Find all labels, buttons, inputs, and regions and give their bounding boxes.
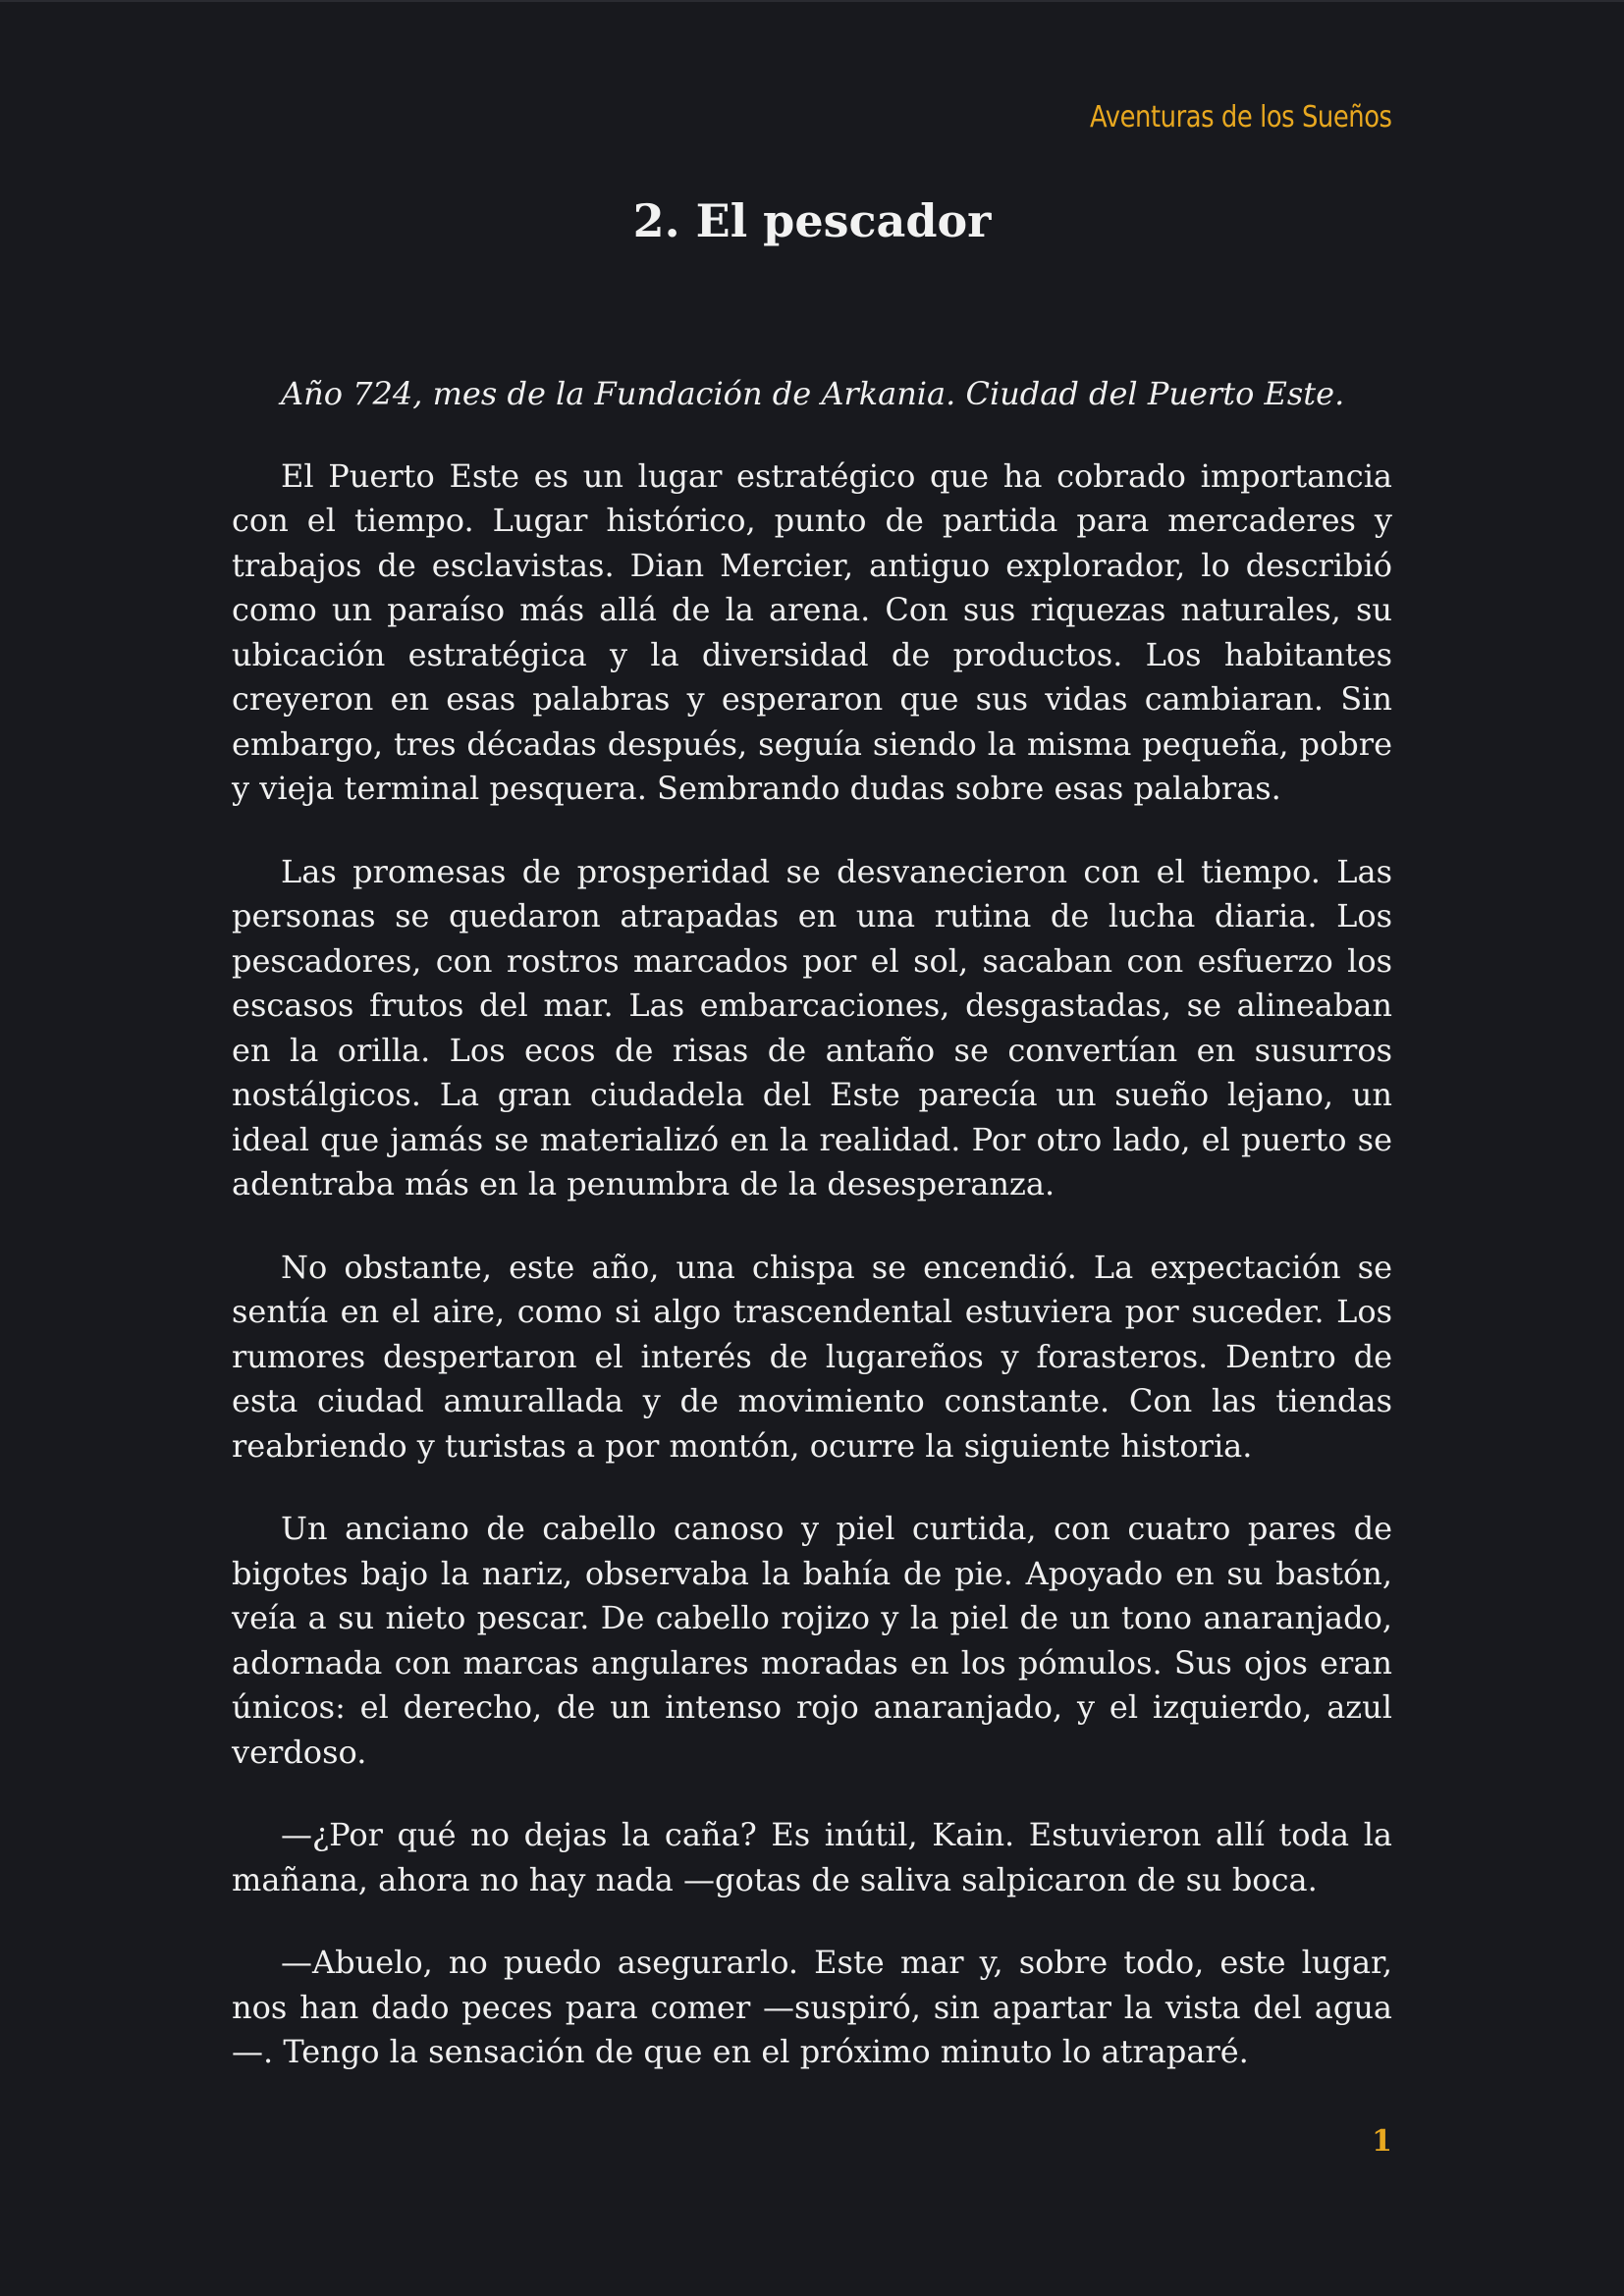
dateline: Año 724, mes de la Fundación de Arkania. Ciudad del Puerto Este. <box>281 375 1345 412</box>
paragraph: Las promesas de prosperidad se desvanecieron con el tiempo. Las personas se quedaron atrapadas en una rutina de lucha diaria. Los pescadores, con rostros marcados por el sol, sacaban con esfuerzo los escasos frutos del mar. Las embarcaciones, desgastadas, se alineaban en la orilla. Los ecos de risas de antaño se convertían en susurros nostálgicos. La gran ciudadela del Este parecía un sueño lejano, un ideal que jamás se materializó en la realidad. Por otro lado, el puerto se adentraba más en la penumbra de la desesperanza. <box>232 852 1392 1202</box>
chapter-body <box>232 372 1392 2113</box>
running-header: Aventuras de los Sueños <box>1090 100 1392 134</box>
paragraph: —Abuelo, no puedo asegurarlo. Este mar y, sobre todo, este lugar, nos han dado peces para comer —suspiró, sin apartar la vista del agua—. Tengo la sensación de que en el próximo minuto lo atraparé. <box>232 1944 1392 2070</box>
paragraph: El Puerto Este es un lugar estratégico que ha cobrado importancia con el tiempo. Lugar histórico, punto de partida para mercaderes y trabajos de esclavistas. Dian Mercier, antiguo explorador, lo describió como un paraíso más allá de la arena. Con sus riquezas naturales, su ubicación estratégica y la diversidad de productos. Los habitantes creyeron en esas palabras y esperaron que sus vidas cambiaran. Sin embargo, tres décadas después, seguía siendo la misma pequeña, pobre y vieja terminal pesquera. Sembrando dudas sobre esas palabras. <box>232 456 1392 807</box>
paragraph: Un anciano de cabello canoso y piel curtida, con cuatro pares de bigotes bajo la nariz, observaba la bahía de pie. Apoyado en su bastón, veía a su nieto pescar. De cabello rojizo y la piel de un tono anaranjado, adornada con marcas angulares moradas en los pómulos. Sus ojos eran únicos: el derecho, de un intenso rojo anaranjado, y el izquierdo, azul verdoso. <box>232 1510 1392 1771</box>
paragraph: —¿Por qué no dejas la caña? Es inútil, Kain. Estuvieron allí toda la mañana, ahora no hay nada —gotas de saliva salpicaron de su boca. <box>232 1816 1392 1898</box>
chapter-title: 2. El pescador <box>632 194 992 247</box>
page-number: 1 <box>1372 2124 1392 2159</box>
paragraph: No obstante, este año, una chispa se encendió. La expectación se sentía en el aire, como si algo trascendental estuviera por suceder. Los rumores despertaron el interés de lugareños y forasteros. Dentro de esta ciudad amurallada y de movimiento constante. Con las tiendas reabriendo y turistas a por montón, ocurre la siguiente historia. <box>232 1248 1392 1465</box>
